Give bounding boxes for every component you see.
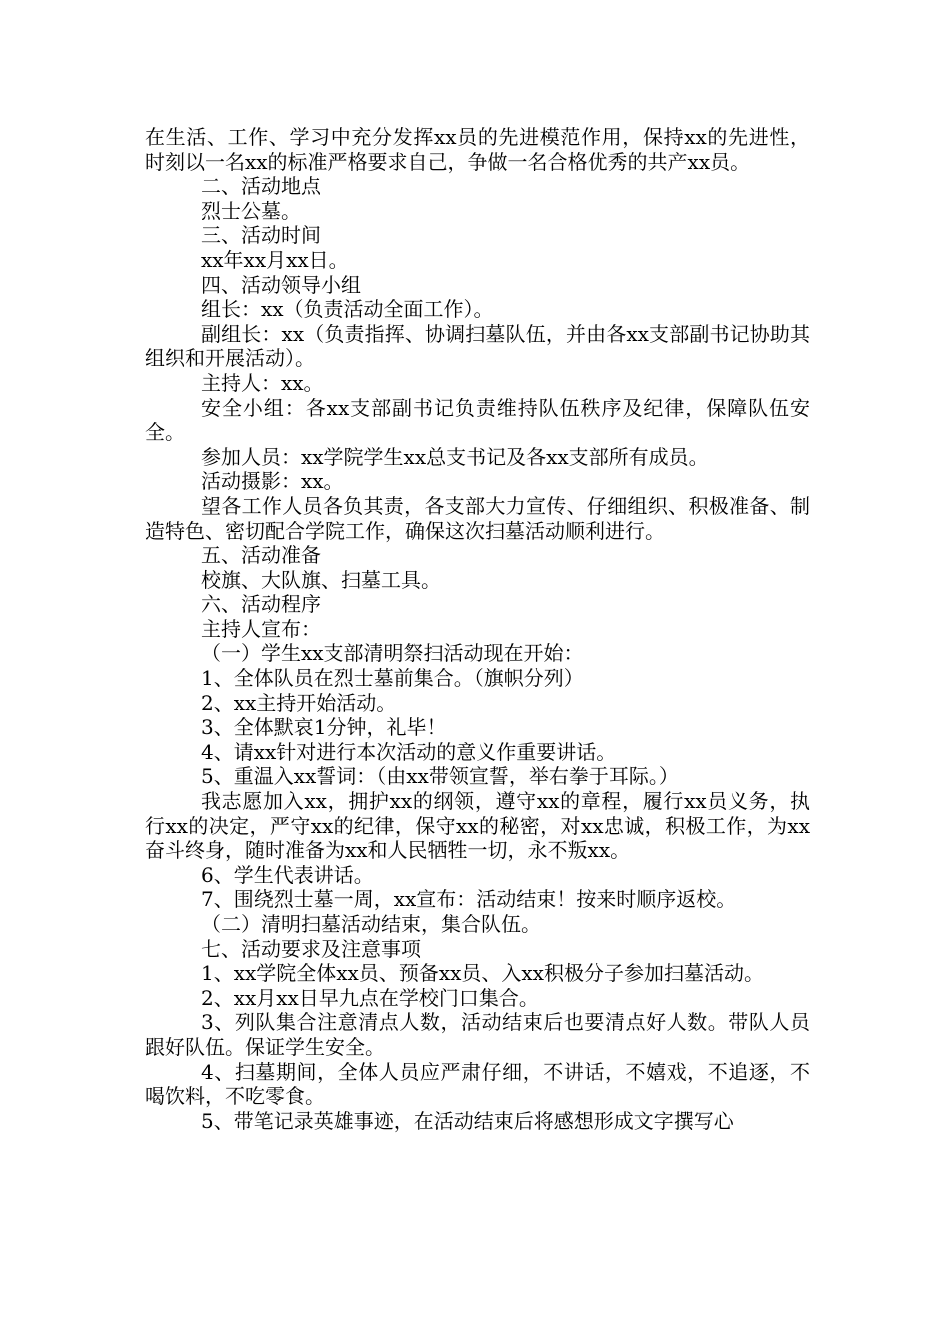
paragraph: （二）清明扫墓活动结束，集合队伍。 bbox=[201, 912, 541, 936]
paragraph: 2、xx月xx日早九点在学校门口集合。 bbox=[201, 985, 539, 1010]
paragraph: xx年xx月xx日。 bbox=[201, 247, 349, 272]
paragraph: 参加人员：xx学院学生xx总支书记及各xx支部所有成员。 bbox=[201, 444, 709, 469]
paragraph: 安全小组：各xx支部副书记负责维持队伍秩序及纪律，保障队伍安全。 bbox=[145, 395, 810, 445]
paragraph: 1、全体队员在烈士墓前集合。（旗帜分列） bbox=[201, 666, 584, 691]
paragraph: 五、活动准备 bbox=[201, 543, 321, 568]
paragraph: 二、活动地点 bbox=[201, 174, 321, 199]
paragraph: 六、活动程序 bbox=[201, 592, 321, 617]
paragraph: 校旗、大队旗、扫墓工具。 bbox=[201, 567, 441, 592]
paragraph: 4、请xx针对进行本次活动的意义作重要讲话。 bbox=[201, 739, 617, 764]
paragraph: 7、围绕烈士墓一周，xx宣布：活动结束！按来时顺序返校。 bbox=[201, 887, 737, 912]
paragraph: 主持人宣布： bbox=[201, 616, 321, 641]
paragraph: 组长：xx（负责活动全面工作）。 bbox=[201, 297, 494, 322]
paragraph: 6、学生代表讲话。 bbox=[201, 862, 374, 887]
paragraph: 4、扫墓期间，全体人员应严肃仔细，不讲话，不嬉戏，不追逐，不喝饮料，不吃零食。 bbox=[145, 1059, 810, 1109]
paragraph: 三、活动时间 bbox=[201, 223, 321, 248]
document-body bbox=[145, 125, 810, 1133]
paragraph: 5、重温入xx誓词：（由xx带领宣誓，举右拳于耳际。） bbox=[201, 764, 679, 789]
paragraph: 3、全体默哀1分钟，礼毕！ bbox=[201, 715, 447, 740]
paragraph: 1、xx学院全体xx员、预备xx员、入xx积极分子参加扫墓活动。 bbox=[201, 961, 764, 986]
paragraph: 七、活动要求及注意事项 bbox=[201, 936, 421, 961]
paragraph: 副组长：xx（负责指挥、协调扫墓队伍，并由各xx支部副书记协助其组织和开展活动）。 bbox=[145, 321, 810, 371]
paragraph: 望各工作人员各负其责，各支部大力宣传、仔细组织、积极准备、制造特色、密切配合学院工作，确保这次扫墓活动顺利进行。 bbox=[145, 493, 810, 543]
paragraph: 3、列队集合注意清点人数，活动结束后也要清点好人数。带队人员跟好队伍。保证学生安全。 bbox=[145, 1010, 810, 1059]
paragraph: 5、带笔记录英雄事迹，在活动结束后将感想形成文字撰写心 bbox=[201, 1108, 734, 1133]
paragraph: 活动摄影：xx。 bbox=[201, 469, 344, 494]
paragraph: （一）学生xx支部清明祭扫活动现在开始： bbox=[201, 641, 584, 666]
paragraph: 四、活动领导小组 bbox=[201, 272, 361, 297]
paragraph: 烈士公墓。 bbox=[201, 198, 301, 223]
paragraph: 我志愿加入xx，拥护xx的纲领，遵守xx的章程，履行xx员义务，执行xx的决定，严守xx的纪律，保守xx的秘密，对xx忠诚，积极工作，为xx奋斗终身，随时准备为xx和人民牺牲一切，永不叛xx。 bbox=[145, 789, 810, 863]
paragraph: 在生活、工作、学习中充分发挥xx员的先进模范作用，保持xx的先进性，时刻以一名xx的标准严格要求自己，争做一名合格优秀的共产xx员。 bbox=[145, 125, 810, 174]
paragraph: 主持人：xx。 bbox=[201, 370, 324, 395]
paragraph: 2、xx主持开始活动。 bbox=[201, 690, 397, 715]
